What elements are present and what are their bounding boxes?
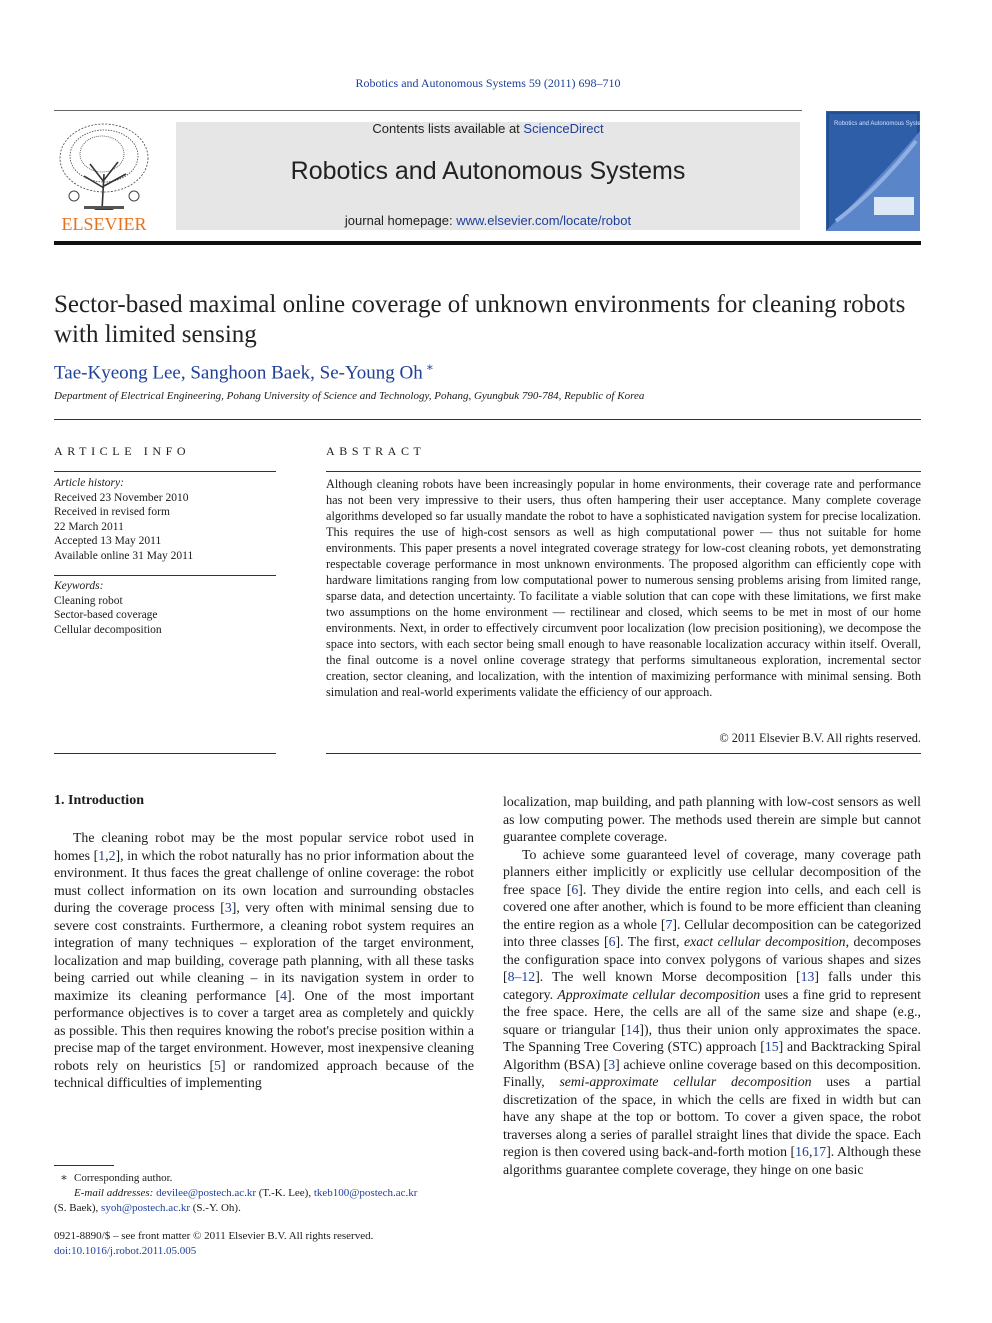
- author-name[interactable]: Sanghoon Baek: [190, 362, 311, 384]
- journal-name: Robotics and Autonomous Systems: [290, 157, 686, 185]
- history-item: Accepted 13 May 2011: [54, 535, 162, 547]
- history-item: Received in revised form: [54, 506, 170, 518]
- journal-cover[interactable]: [826, 111, 920, 231]
- body-column-left: [54, 829, 474, 1092]
- body-paragraph: To achieve some guaranteed level of coverage, many coverage path planners either implicitly or explicitly use cellular decomposition of the free space [6]. They divide the entire region into cells, and each cell is covered one after another, which is found to be more efficient than cleaning the entire region as a whole [7]. Cellular decomposition can be categorized into three classes [6]. The first, exact cellular decomposition, decomposes the configuration space into convex polygons of various shapes and sizes [8–12]. The well known Morse decomposition [13] falls under this category. Approximate cellular decomposition uses a fine grid to represent the free space. Here, the cells are all of the same size and shape (e.g., square or triangular [14]), thus their union only approximates the space. The Spanning Tree Covering (STC) approach [15] and Backtracking Spiral Algorithm (BSA) [3] achieve online coverage based on this decomposition. Finally, semi-approximate cellular decomposition uses a partial discretization of the space, in which the cells are fixed in width but can have any shape at the top or bottom. To cover a given space, the robot traverses along a series of parallel straight lines that divide the space. Each region is then covered using back-and-forth motion [16,17]. Although these algorithms guarantee complete coverage, they hinge on one basic: [503, 846, 922, 1177]
- abstract-copyright: © 2011 Elsevier B.V. All rights reserved.: [719, 731, 921, 745]
- author-separator: ,: [180, 362, 191, 384]
- keyword: Cellular decomposition: [54, 623, 162, 636]
- abstract-text: Although cleaning robots have been increasingly popular in home environments, their coverage rate and performance has not been very impressive to their users, thus often hampering their user acceptance. Many complete coverage algorithms developed so far usually mandate the robot to have a sophisticated navigation system for precise localization. This requires the use of high-cost sensors as well as high computational power — thus not suitable for home environments. This paper presents a novel integrated coverage strategy for low-cost cleaning robots, yet demonstrating respectable coverage performance in most unknown environments. The proposed algorithm can efficiently cope with hardware limitations ranging from low computational power to numerous sensing problems arising from limited range, sparse data, and detection uncertainty. To facilitate a viable solution that can cope with these limitations, we first make two assumptions on the home environment — rectilinear and closed, which seems to be met in most of our home environments. Next, in order to effectively circumvent poor localization (low precision positioning), we decompose the space into sectors, with each sector being small enough to have reasonable localization accuracy within itself. Overall, the final outcome is a novel online coverage strategy that performs simultaneous exploration, incremental sector creation, sector cleaning, and localization, with the intention of maximizing performance with minimal sensing. Both simulation and real-world experiments validate the efficiency of our approach.: [326, 477, 921, 699]
- body-paragraph: The cleaning robot may be the most popular service robot used in homes [1,2], in which the robot naturally has no prior information about the environment. It thus faces the great challenge of online coverage: the robot must collect information on its own location and surrounding obstacles during the coverage process [3], very often with minimal sensing due to severe cost constraints. Furthermore, a cleaning robot system requires an integration of many techniques – exploration of the target environment, localization and map building, coverage path planning, with all these tasks being carried out while cleaning – in its navigation system in order to maximize its cleaning performance [4]. One of the most important performance objectives is to cover a target area as completely and quickly as possible. This then requires knowing the robot's precise position within a precise map of the target environment. However, most inexpensive cleaning robots rely on heuristics [5] or randomized approach because of the technical difficulties of implementing: [54, 830, 474, 1090]
- info-rule: [54, 753, 276, 754]
- history-label: Article history:: [54, 477, 124, 489]
- email-owner: (S.-Y. Oh).: [190, 1202, 241, 1214]
- email-link[interactable]: tkeb100@postech.ac.kr: [313, 1187, 418, 1199]
- keywords-label: Keywords:: [54, 580, 104, 592]
- sciencedirect-link[interactable]: ScienceDirect: [523, 121, 604, 136]
- elsevier-logo: [54, 118, 154, 234]
- email-link[interactable]: syoh@postech.ac.kr: [101, 1202, 190, 1214]
- history-item: Received 23 November 2010: [54, 491, 189, 504]
- corresponding-note: Corresponding author.: [74, 1172, 173, 1184]
- abstract-rule: [326, 471, 921, 472]
- section-rule: [54, 419, 921, 420]
- cover-title: Robotics and Autonomous Systems: [834, 121, 920, 127]
- info-rule: [54, 471, 276, 472]
- author-name[interactable]: Tae-Kyeong Lee: [54, 362, 181, 384]
- author-separator: ,: [310, 362, 320, 384]
- front-matter: [54, 1229, 373, 1259]
- author-name[interactable]: Se-Young Oh: [319, 362, 423, 384]
- issn-line: 0921-8890/$ – see front matter © 2011 Elsevier B.V. All rights reserved.: [54, 1230, 374, 1242]
- history-item: Available online 31 May 2011: [54, 549, 194, 562]
- footnote: [54, 1171, 474, 1216]
- body-paragraph: localization, map building, and path planning with low-cost sensors as well as low computing power. The methods used therein are simple but cannot guarantee complete coverage.: [503, 794, 921, 844]
- keyword: Cleaning robot: [54, 594, 123, 607]
- abstract-heading: ABSTRACT: [326, 444, 426, 458]
- info-rule: [54, 575, 276, 576]
- header-thick-rule: [54, 241, 921, 245]
- email-owner: (S. Baek),: [54, 1202, 102, 1214]
- footnote-rule: [54, 1165, 114, 1166]
- article-history: [54, 476, 276, 563]
- elsevier-tree-icon: [54, 118, 154, 234]
- body-column-right: [503, 793, 921, 1178]
- homepage-line: [176, 213, 800, 228]
- keywords: [54, 579, 276, 637]
- header-rule: [54, 110, 802, 111]
- article-info-heading: ARTICLE INFO: [54, 444, 191, 458]
- contents-prefix: Contents lists available at: [372, 121, 524, 136]
- abstract-rule: [326, 753, 921, 754]
- author-list: [54, 360, 434, 384]
- footnote-mark: ∗: [60, 1172, 68, 1184]
- journal-cover-icon: [826, 111, 920, 231]
- email-owner: (T.-K. Lee),: [256, 1187, 314, 1199]
- corresponding-author-mark[interactable]: ∗: [425, 360, 434, 374]
- email-label: E-mail addresses:: [74, 1187, 154, 1199]
- section-heading-introduction: 1. Introduction: [54, 793, 144, 808]
- paper-title: Sector-based maximal online coverage of unknown environments for cleaning robots with limited sensing: [54, 291, 906, 348]
- elsevier-wordmark: ELSEVIER: [61, 214, 147, 234]
- doi-link[interactable]: doi:10.1016/j.robot.2011.05.005: [54, 1245, 197, 1257]
- homepage-prefix: journal homepage:: [344, 213, 457, 228]
- history-item: 22 March 2011: [54, 520, 124, 533]
- affiliation: Department of Electrical Engineering, Pohang University of Science and Technology, Pohang, Gyungbuk 790-784, Republic of Korea: [54, 390, 645, 402]
- journal-citation[interactable]: Robotics and Autonomous Systems 59 (2011) 698–710: [355, 76, 621, 90]
- email-link[interactable]: devilee@postech.ac.kr: [156, 1187, 257, 1199]
- contents-line: [176, 121, 800, 136]
- homepage-link[interactable]: www.elsevier.com/locate/robot: [456, 213, 632, 228]
- keyword: Sector-based coverage: [54, 609, 158, 621]
